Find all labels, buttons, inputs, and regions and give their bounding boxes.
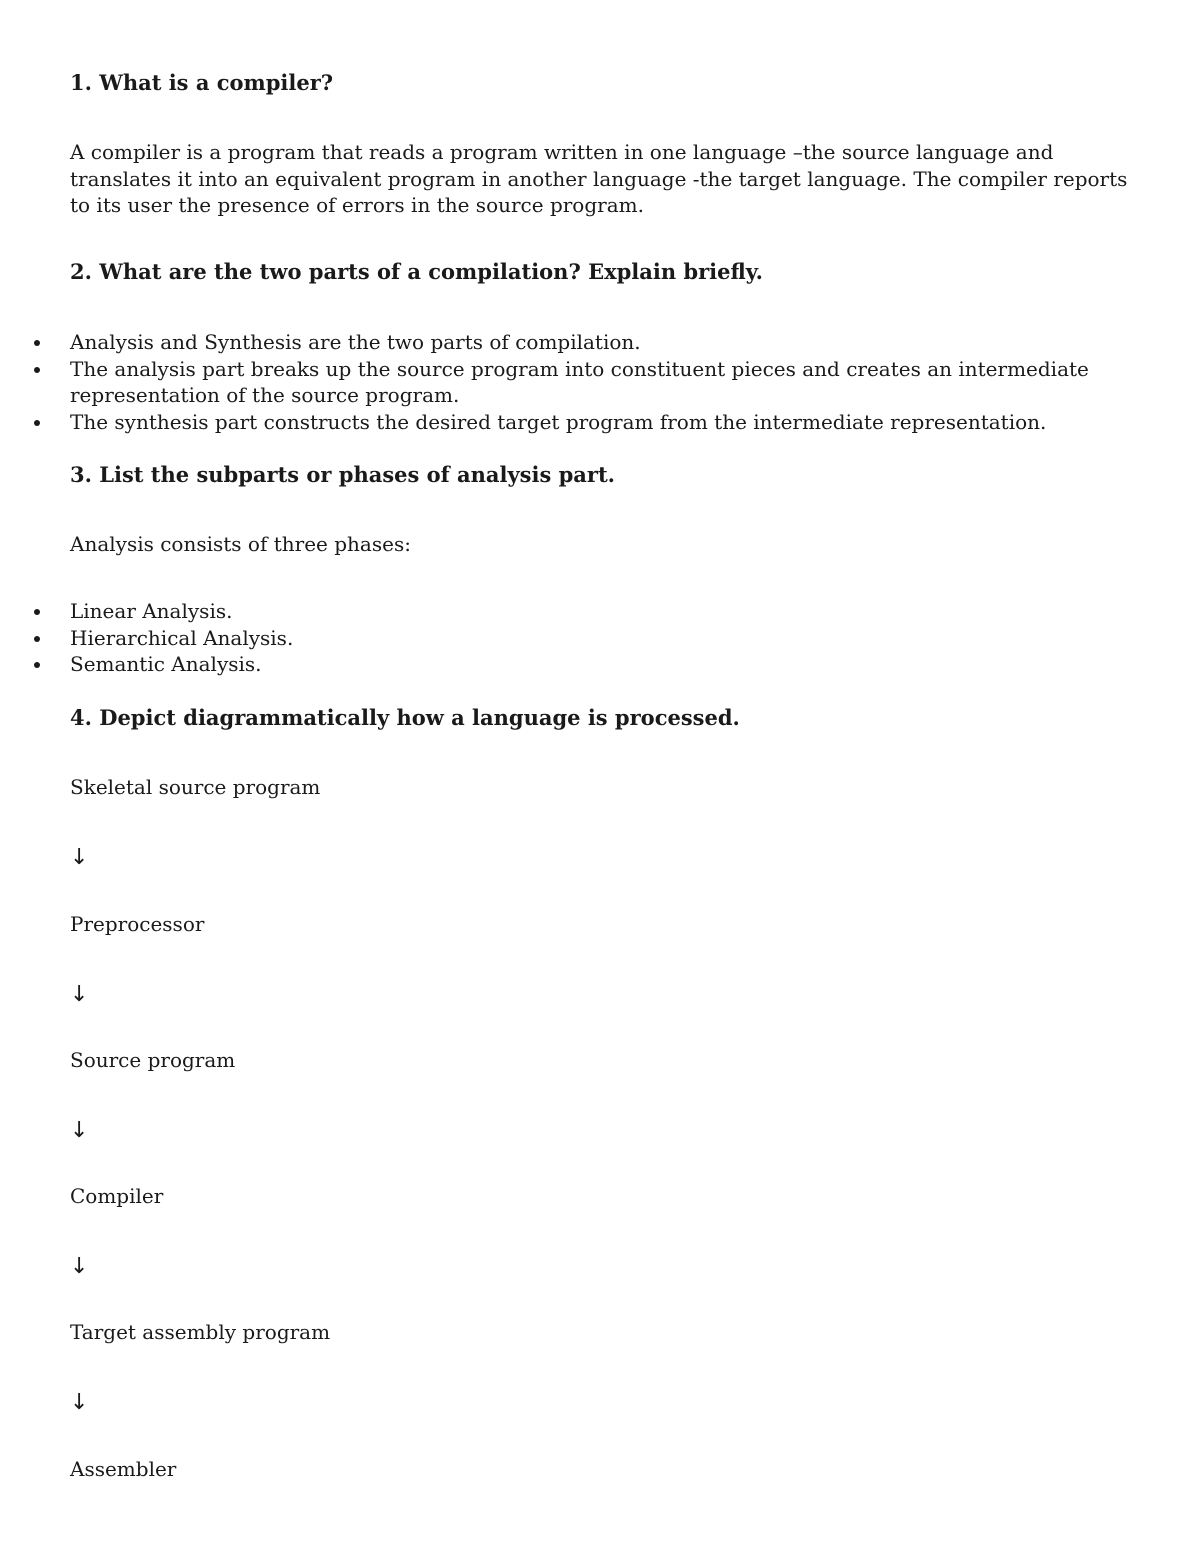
list-item [0,409,1140,436]
list-item-text: The analysis part breaks up the source program into constituent pieces and creates an intermediate representation of the source program. [70,356,1089,407]
down-arrow-icon: ↓ [70,982,89,1007]
bullet-icon [34,340,40,346]
down-arrow-icon: ↓ [70,1390,89,1415]
q2-heading: 2. What are the two parts of a compilation? Explain briefly. [70,259,763,284]
list-item-text: Linear Analysis. [70,599,233,623]
q1-answer: A compiler is a program that reads a program written in one language –the source language and translates it into an equivalent program in another language -the target language. The compiler reports to its user the presence of errors in the source program. [70,140,1128,217]
down-arrow-icon: ↓ [70,1254,89,1279]
flow-step-preprocessor: Preprocessor [70,912,205,936]
list-item-text: Analysis and Synthesis are the two parts of compilation. [70,330,641,354]
down-arrow-icon: ↓ [70,845,89,870]
bullet-icon [34,367,40,373]
q3-intro: Analysis consists of three phases: [70,532,411,556]
flow-step-target-assembly: Target assembly program [70,1320,331,1344]
list-item [0,356,1140,409]
q4-heading: 4. Depict diagrammatically how a language is processed. [70,705,740,730]
flow-step-source-program: Source program [70,1048,236,1072]
q3-heading: 3. List the subparts or phases of analysis part. [70,462,615,487]
bullet-icon [34,609,40,615]
flow-step-compiler: Compiler [70,1184,164,1208]
flow-step-assembler: Assembler [70,1457,177,1481]
bullet-icon [34,636,40,642]
down-arrow-icon: ↓ [70,1118,89,1143]
bullet-icon [34,420,40,426]
list-item [0,329,1140,356]
list-item-text: Hierarchical Analysis. [70,625,294,650]
q2-bullet-list [0,329,1140,435]
q1-heading: 1. What is a compiler? [70,70,334,95]
list-item [0,598,1140,625]
bullet-icon [34,662,40,668]
flow-step-skeletal-source: Skeletal source program [70,775,321,799]
list-item-text: The synthesis part constructs the desired target program from the intermediate representation. [70,409,1047,434]
list-item-text: Semantic Analysis. [70,652,262,676]
list-item [0,625,1140,652]
list-item [0,651,1140,678]
q3-bullet-list [0,598,1140,678]
